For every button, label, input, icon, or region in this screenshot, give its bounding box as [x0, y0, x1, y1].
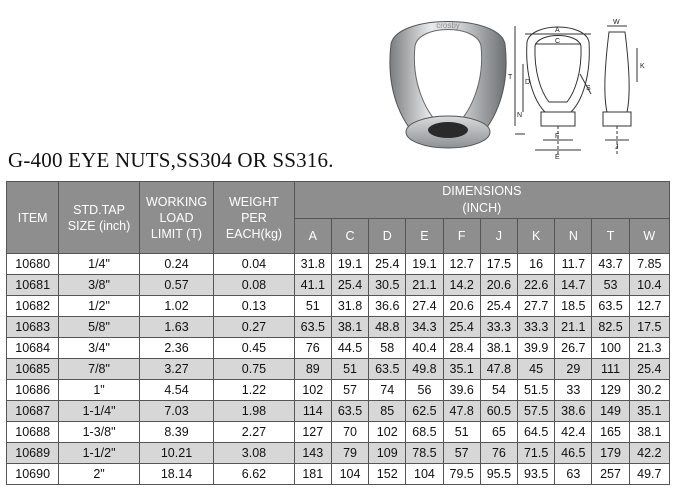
cell-dim-t: 63.5: [592, 296, 629, 317]
cell-dim-f: 28.4: [443, 338, 480, 359]
cell-item: 10685: [7, 359, 59, 380]
table-row: [7, 275, 670, 296]
cell-dim-n: 18.5: [555, 296, 592, 317]
cell-dim-j: 95.5: [480, 464, 517, 485]
cell-dim-k: 57.5: [518, 401, 555, 422]
cell-item: 10687: [7, 401, 59, 422]
cell-dim-k: 45: [518, 359, 555, 380]
cell-dim-n: 26.7: [555, 338, 592, 359]
cell-dim-j: 47.8: [480, 359, 517, 380]
cell-wll: 1.02: [139, 296, 213, 317]
table-row: [7, 359, 670, 380]
cell-weight: 0.27: [214, 317, 294, 338]
cell-dim-c: 38.1: [331, 317, 368, 338]
cell-dim-k: 64.5: [518, 422, 555, 443]
cell-dim-n: 63: [555, 464, 592, 485]
photo-stamp-text: crosby: [436, 21, 460, 30]
cell-dim-e: 40.4: [406, 338, 443, 359]
cell-dim-d: 48.8: [369, 317, 406, 338]
cell-dim-t: 257: [592, 464, 629, 485]
product-diagram: [375, 4, 695, 160]
cell-dim-t: 149: [592, 401, 629, 422]
front-view-drawing: [515, 26, 591, 154]
cell-dim-c: 104: [331, 464, 368, 485]
cell-dim-n: 11.7: [555, 254, 592, 275]
cell-tap-size: 1/4": [59, 254, 139, 275]
cell-dim-j: 20.6: [480, 275, 517, 296]
cell-wll: 18.14: [139, 464, 213, 485]
dim-letter-a: A: [555, 27, 560, 34]
cell-tap-size: 3/4": [59, 338, 139, 359]
cell-tap-size: 1": [59, 380, 139, 401]
cell-dim-f: 57: [443, 443, 480, 464]
dim-letter-k: K: [640, 63, 645, 70]
header-dim-c: C: [331, 219, 368, 254]
cell-item: 10686: [7, 380, 59, 401]
cell-dim-e: 27.4: [406, 296, 443, 317]
cell-dim-n: 42.4: [555, 422, 592, 443]
cell-tap-size: 3/8": [59, 275, 139, 296]
cell-dim-k: 39.9: [518, 338, 555, 359]
spec-table: [6, 181, 670, 485]
cell-dim-w: 7.85: [629, 254, 669, 275]
cell-tap-size: 2": [59, 464, 139, 485]
cell-item: 10683: [7, 317, 59, 338]
cell-dim-f: 25.4: [443, 317, 480, 338]
cell-dim-c: 70: [331, 422, 368, 443]
cell-wll: 10.21: [139, 443, 213, 464]
cell-dim-n: 21.1: [555, 317, 592, 338]
cell-dim-n: 33: [555, 380, 592, 401]
cell-dim-k: 33.3: [518, 317, 555, 338]
cell-tap-size: 1-1/4": [59, 401, 139, 422]
table-row: [7, 380, 670, 401]
cell-tap-size: 1-3/8": [59, 422, 139, 443]
cell-dim-d: 58: [369, 338, 406, 359]
cell-tap-size: 1/2": [59, 296, 139, 317]
cell-dim-j: 76: [480, 443, 517, 464]
cell-dim-a: 89: [294, 359, 331, 380]
cell-dim-k: 27.7: [518, 296, 555, 317]
cell-weight: 0.04: [214, 254, 294, 275]
cell-item: 10689: [7, 443, 59, 464]
cell-dim-w: 42.2: [629, 443, 669, 464]
cell-dim-e: 19.1: [406, 254, 443, 275]
cell-dim-w: 35.1: [629, 401, 669, 422]
cell-dim-j: 17.5: [480, 254, 517, 275]
dim-letter-s: S: [586, 85, 591, 92]
cell-dim-a: 143: [294, 443, 331, 464]
cell-dim-t: 100: [592, 338, 629, 359]
cell-dim-a: 31.8: [294, 254, 331, 275]
cell-tap-size: 5/8": [59, 317, 139, 338]
header-dim-e: E: [406, 219, 443, 254]
cell-dim-n: 14.7: [555, 275, 592, 296]
table-row: [7, 401, 670, 422]
cell-dim-f: 51: [443, 422, 480, 443]
cell-dim-t: 43.7: [592, 254, 629, 275]
cell-dim-d: 63.5: [369, 359, 406, 380]
table-row: [7, 422, 670, 443]
header-dim-t: T: [592, 219, 629, 254]
dim-letter-n: N: [517, 112, 523, 119]
table-body: [7, 254, 670, 485]
cell-dim-d: 152: [369, 464, 406, 485]
cell-dim-d: 109: [369, 443, 406, 464]
cell-dim-c: 44.5: [331, 338, 368, 359]
cell-dim-f: 39.6: [443, 380, 480, 401]
cell-weight: 0.13: [214, 296, 294, 317]
cell-weight: 0.75: [214, 359, 294, 380]
cell-dim-c: 79: [331, 443, 368, 464]
cell-wll: 1.63: [139, 317, 213, 338]
cell-weight: 0.08: [214, 275, 294, 296]
page-title: G-400 EYE NUTS,SS304 OR SS316.: [8, 148, 334, 172]
cell-dim-e: 49.8: [406, 359, 443, 380]
cell-wll: 0.57: [139, 275, 213, 296]
cell-dim-j: 54: [480, 380, 517, 401]
cell-dim-c: 25.4: [331, 275, 368, 296]
cell-wll: 7.03: [139, 401, 213, 422]
dim-letter-c: C: [555, 38, 561, 45]
cell-wll: 0.24: [139, 254, 213, 275]
cell-dim-e: 21.1: [406, 275, 443, 296]
dim-letter-w: W: [613, 19, 620, 26]
dim-letter-e: E: [555, 154, 560, 160]
cell-dim-w: 49.7: [629, 464, 669, 485]
cell-dim-e: 68.5: [406, 422, 443, 443]
dim-letter-j: J: [615, 144, 619, 151]
table-row: [7, 443, 670, 464]
cell-dim-e: 56: [406, 380, 443, 401]
cell-dim-f: 12.7: [443, 254, 480, 275]
side-view-drawing: [603, 26, 637, 154]
cell-item: 10682: [7, 296, 59, 317]
cell-item: 10688: [7, 422, 59, 443]
cell-item: 10681: [7, 275, 59, 296]
cell-dim-a: 127: [294, 422, 331, 443]
dim-letter-d: D: [525, 79, 531, 86]
header-dim-d: D: [369, 219, 406, 254]
eye-nut-photo: [390, 21, 506, 148]
cell-dim-j: 33.3: [480, 317, 517, 338]
cell-dim-w: 25.4: [629, 359, 669, 380]
header-item: ITEM: [7, 182, 59, 254]
cell-dim-t: 165: [592, 422, 629, 443]
cell-tap-size: 1-1/2": [59, 443, 139, 464]
header-working-load-limit: WORKING LOAD LIMIT (T): [139, 182, 213, 254]
cell-dim-d: 74: [369, 380, 406, 401]
cell-dim-e: 104: [406, 464, 443, 485]
cell-dim-j: 38.1: [480, 338, 517, 359]
cell-dim-n: 38.6: [555, 401, 592, 422]
cell-dim-t: 129: [592, 380, 629, 401]
cell-item: 10690: [7, 464, 59, 485]
table-row: [7, 338, 670, 359]
cell-weight: 1.22: [214, 380, 294, 401]
header-dim-j: J: [480, 219, 517, 254]
cell-tap-size: 7/8": [59, 359, 139, 380]
cell-wll: 2.36: [139, 338, 213, 359]
cell-dim-w: 30.2: [629, 380, 669, 401]
cell-dim-d: 102: [369, 422, 406, 443]
cell-dim-j: 25.4: [480, 296, 517, 317]
header-tap-size: STD.TAP SIZE (inch): [59, 182, 139, 254]
cell-dim-e: 34.3: [406, 317, 443, 338]
cell-dim-d: 25.4: [369, 254, 406, 275]
cell-dim-t: 82.5: [592, 317, 629, 338]
cell-dim-t: 111: [592, 359, 629, 380]
cell-dim-t: 53: [592, 275, 629, 296]
cell-dim-c: 19.1: [331, 254, 368, 275]
table-row: [7, 254, 670, 275]
cell-weight: 3.08: [214, 443, 294, 464]
cell-weight: 2.27: [214, 422, 294, 443]
cell-dim-a: 102: [294, 380, 331, 401]
cell-weight: 6.62: [214, 464, 294, 485]
cell-dim-a: 181: [294, 464, 331, 485]
cell-dim-j: 65: [480, 422, 517, 443]
cell-dim-e: 62.5: [406, 401, 443, 422]
cell-dim-f: 20.6: [443, 296, 480, 317]
cell-dim-k: 22.6: [518, 275, 555, 296]
cell-dim-w: 12.7: [629, 296, 669, 317]
cell-weight: 1.98: [214, 401, 294, 422]
table-row: [7, 296, 670, 317]
cell-item: 10684: [7, 338, 59, 359]
header-dim-n: N: [555, 219, 592, 254]
cell-dim-a: 41.1: [294, 275, 331, 296]
cell-dim-n: 29: [555, 359, 592, 380]
table-row: [7, 317, 670, 338]
cell-dim-w: 21.3: [629, 338, 669, 359]
header-dim-f: F: [443, 219, 480, 254]
table-row: [7, 464, 670, 485]
header-dim-k: K: [518, 219, 555, 254]
header-dim-a: A: [294, 219, 331, 254]
cell-dim-d: 36.6: [369, 296, 406, 317]
cell-dim-k: 93.5: [518, 464, 555, 485]
cell-dim-j: 60.5: [480, 401, 517, 422]
cell-dim-a: 76: [294, 338, 331, 359]
header-dimensions: DIMENSIONS (INCH): [294, 182, 669, 219]
cell-dim-n: 46.5: [555, 443, 592, 464]
cell-dim-f: 35.1: [443, 359, 480, 380]
cell-dim-k: 16: [518, 254, 555, 275]
cell-dim-a: 114: [294, 401, 331, 422]
cell-dim-a: 63.5: [294, 317, 331, 338]
cell-wll: 8.39: [139, 422, 213, 443]
cell-dim-c: 31.8: [331, 296, 368, 317]
cell-dim-k: 71.5: [518, 443, 555, 464]
cell-dim-f: 14.2: [443, 275, 480, 296]
cell-dim-c: 51: [331, 359, 368, 380]
dim-letter-f: F: [555, 133, 560, 140]
header-weight: WEIGHT PER EACH(kg): [214, 182, 294, 254]
dim-letter-t: T: [508, 74, 513, 81]
cell-wll: 4.54: [139, 380, 213, 401]
cell-dim-d: 30.5: [369, 275, 406, 296]
cell-dim-k: 51.5: [518, 380, 555, 401]
cell-dim-w: 38.1: [629, 422, 669, 443]
cell-dim-f: 79.5: [443, 464, 480, 485]
cell-dim-a: 51: [294, 296, 331, 317]
cell-wll: 3.27: [139, 359, 213, 380]
cell-weight: 0.45: [214, 338, 294, 359]
cell-dim-w: 10.4: [629, 275, 669, 296]
cell-dim-t: 179: [592, 443, 629, 464]
cell-dim-d: 85: [369, 401, 406, 422]
cell-item: 10680: [7, 254, 59, 275]
cell-dim-e: 78.5: [406, 443, 443, 464]
cell-dim-c: 57: [331, 380, 368, 401]
cell-dim-w: 17.5: [629, 317, 669, 338]
header-dim-w: W: [629, 219, 669, 254]
cell-dim-f: 47.8: [443, 401, 480, 422]
cell-dim-c: 63.5: [331, 401, 368, 422]
